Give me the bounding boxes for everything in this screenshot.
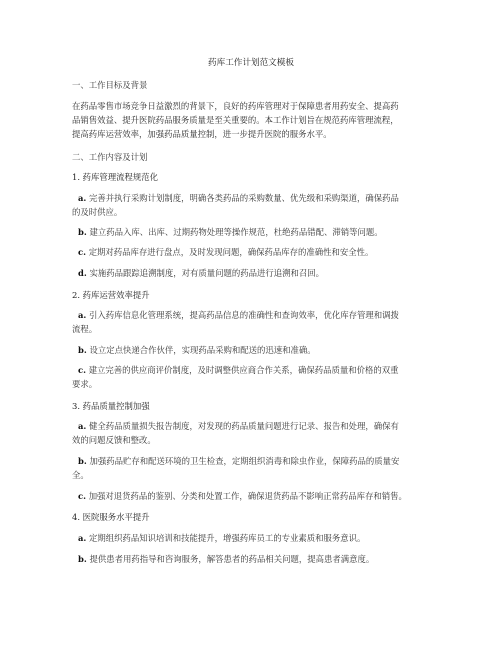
list-item-continuation: 流程。	[72, 324, 98, 334]
item-text: 实施药品跟踪追溯制度，对有质量问题的药品进行追溯和召回。	[89, 268, 324, 278]
document-title: 药库工作计划范文模板	[208, 58, 294, 68]
list-item	[78, 421, 432, 433]
list-item	[78, 491, 432, 503]
item-text: 完善并执行采购计划制度，明确各类药品的采购数量、优先级和采购渠道，确保药品	[89, 193, 399, 203]
item-label: d.	[78, 268, 87, 278]
list-item	[78, 310, 432, 322]
list-item	[78, 554, 432, 566]
item-text: 建立完善的供应商评价制度，及时调整供应商合作关系，确保药品质量和价格的双重	[88, 365, 399, 375]
item-text: 引入药库信息化管理系统，提高药品信息的准确性和查询效率，优化库存管理和调拨	[89, 310, 399, 320]
paragraph-line: 品销售效益、提升医院药品服务质量是至关重要的。本工作计划旨在规范药库管理流程，	[72, 115, 399, 125]
item-text: 建立药品入库、出库、过期药物处理等操作规范，杜绝药品错配、滞销等问题。	[89, 227, 383, 237]
item-label: c.	[78, 247, 87, 257]
item-text: 定期对药品库存进行盘点，及时发现问题，确保药品库存的准确性和安全性。	[88, 247, 374, 257]
item-label: a.	[78, 421, 87, 431]
item-label: c.	[78, 365, 87, 375]
item-label: a.	[78, 193, 87, 203]
list-item-continuation: 的及时供应。	[72, 207, 123, 217]
section-heading: 二、工作内容及计划	[72, 152, 148, 162]
item-text: 加强药品贮存和配送环境的卫生检查，定期组织消毒和除虫作业，保障药品的质量安	[89, 456, 400, 466]
item-text: 设立定点快递合作伙伴，实现药品采购和配送的迅速和准确。	[89, 345, 316, 355]
item-label: c.	[78, 491, 87, 501]
list-item	[78, 227, 432, 239]
subsection-heading: 1. 药库管理流程规范化	[72, 172, 159, 182]
list-item	[78, 345, 432, 357]
list-item-continuation: 效的问题反馈和整改。	[72, 435, 156, 445]
list-item	[78, 193, 432, 205]
item-text: 加强对退货药品的鉴别、分类和处置工作，确保退货药品不影响正常药品库存和销售。	[88, 491, 407, 501]
item-label: b.	[78, 554, 87, 564]
subsection-heading: 2. 药库运营效率提升	[72, 290, 150, 300]
subsection-heading: 3. 药品质量控制加强	[72, 401, 150, 411]
list-item	[78, 533, 432, 545]
list-item	[78, 247, 432, 259]
item-text: 定期组织药品知识培训和技能提升，增强药库员工的专业素质和服务意识。	[89, 533, 366, 543]
item-label: b.	[78, 456, 87, 466]
paragraph-line: 提高药库运营效率，加强药品质量控制，进一步提升医院的服务水平。	[72, 129, 332, 139]
paragraph-line: 在药品零售市场竞争日益激烈的背景下，良好的药库管理对于保障患者用药安全、提高药	[72, 101, 399, 111]
section-heading: 一、工作目标及背景	[72, 80, 148, 90]
item-label: b.	[78, 227, 87, 237]
subsection-heading: 4. 医院服务水平提升	[72, 512, 150, 522]
item-label: a.	[78, 310, 87, 320]
list-item-continuation: 要求。	[72, 379, 98, 389]
item-label: b.	[78, 345, 87, 355]
list-item	[78, 268, 432, 280]
list-item	[78, 365, 432, 377]
list-item-continuation: 全。	[72, 470, 89, 480]
list-item	[78, 456, 432, 468]
item-text: 健全药品质量损失报告制度，对发现的药品质量问题进行记录、报告和处理，确保有	[89, 421, 399, 431]
item-text: 提供患者用药指导和咨询服务，解答患者的药品相关问题，提高患者满意度。	[89, 554, 375, 564]
item-label: a.	[78, 533, 87, 543]
